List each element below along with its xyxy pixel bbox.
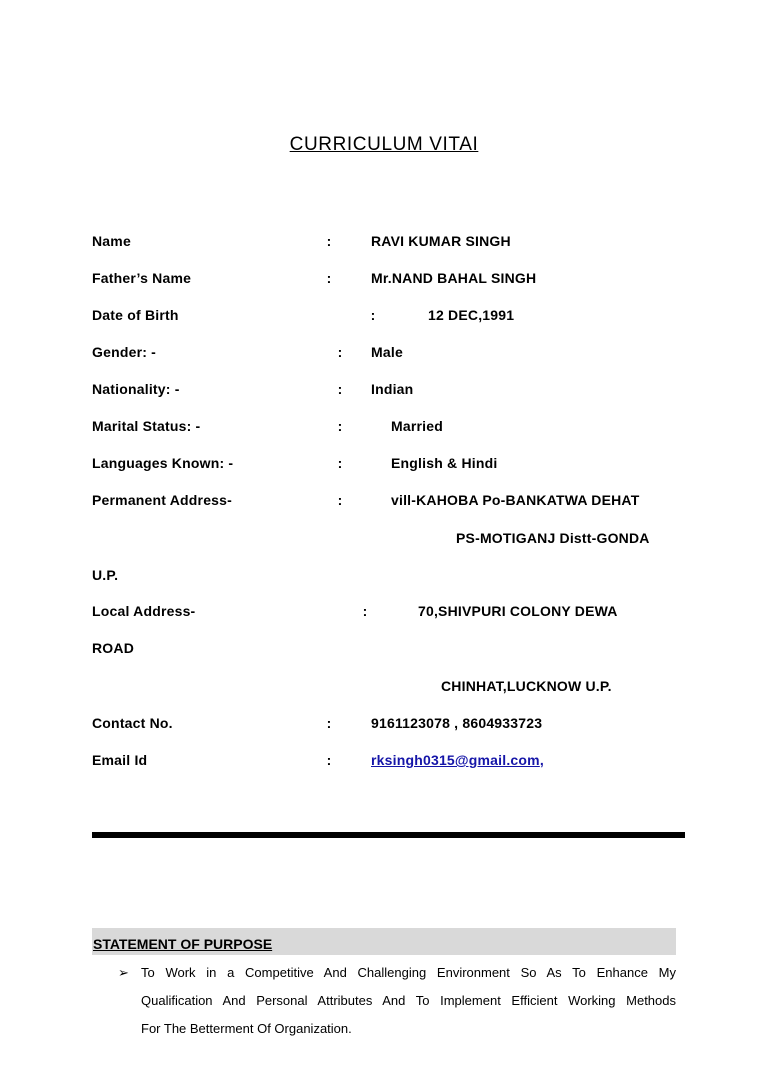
contact-colon: : — [326, 715, 332, 731]
name-colon: : — [326, 233, 332, 249]
email-label: Email Id — [92, 752, 148, 768]
page-title: CURRICULUM VITAI — [289, 134, 479, 155]
dob-label: Date of Birth — [92, 307, 179, 323]
local-address-label: Local Address- — [92, 603, 196, 619]
statement-line-3: For The Betterment Of Organization. — [141, 1021, 352, 1036]
languages-value: English & Hindi — [391, 455, 498, 471]
email-value-wrapper — [371, 750, 544, 770]
gender-label: Gender: - — [92, 344, 157, 360]
father-name-colon: : — [326, 270, 332, 286]
name-label: Name — [92, 233, 131, 249]
father-name-label: Father’s Name — [92, 270, 192, 286]
marital-status-value: Married — [391, 418, 443, 434]
name-value: RAVI KUMAR SINGH — [371, 233, 511, 249]
gender-value: Male — [371, 344, 403, 360]
email-colon: : — [326, 752, 332, 768]
email-trailing-comma: , — [539, 752, 544, 768]
marital-status-label: Marital Status: - — [92, 418, 201, 434]
dob-value: 12 DEC,1991 — [428, 307, 515, 323]
local-address-line-1: 70,SHIVPURI COLONY DEWA — [418, 603, 618, 619]
contact-label: Contact No. — [92, 715, 173, 731]
nationality-label: Nationality: - — [92, 381, 180, 397]
local-address-line-2: ROAD — [92, 640, 135, 656]
permanent-address-line-3: U.P. — [92, 567, 119, 583]
local-address-colon: : — [362, 603, 368, 619]
contact-value: 9161123078 , 8604933723 — [371, 715, 543, 731]
marital-status-colon: : — [337, 418, 343, 434]
gender-colon: : — [337, 344, 343, 360]
statement-heading: STATEMENT OF PURPOSE — [93, 936, 273, 952]
nationality-value: Indian — [371, 381, 414, 397]
languages-label: Languages Known: - — [92, 455, 234, 471]
permanent-address-line-2: PS-MOTIGANJ Distt-GONDA — [456, 530, 650, 546]
statement-line-1: To Work in a Competitive And Challenging Environment So As To Enhance My — [141, 965, 676, 980]
section-divider — [92, 832, 685, 838]
nationality-colon: : — [337, 381, 343, 397]
permanent-address-line-1: vill-KAHOBA Po-BANKATWA DEHAT — [391, 492, 640, 508]
local-address-line-3: CHINHAT,LUCKNOW U.P. — [441, 678, 612, 694]
languages-colon: : — [337, 455, 343, 471]
arrow-bullet-icon: ➢ — [118, 965, 129, 980]
father-name-value: Mr.NAND BAHAL SINGH — [371, 270, 537, 286]
statement-line-2: Qualification And Personal Attributes And To Implement Efficient Working Methods — [141, 993, 676, 1008]
permanent-address-label: Permanent Address- — [92, 492, 233, 508]
permanent-address-colon: : — [337, 492, 343, 508]
dob-colon: : — [370, 307, 376, 323]
email-link[interactable]: rksingh0315@gmail.com — [371, 752, 540, 768]
